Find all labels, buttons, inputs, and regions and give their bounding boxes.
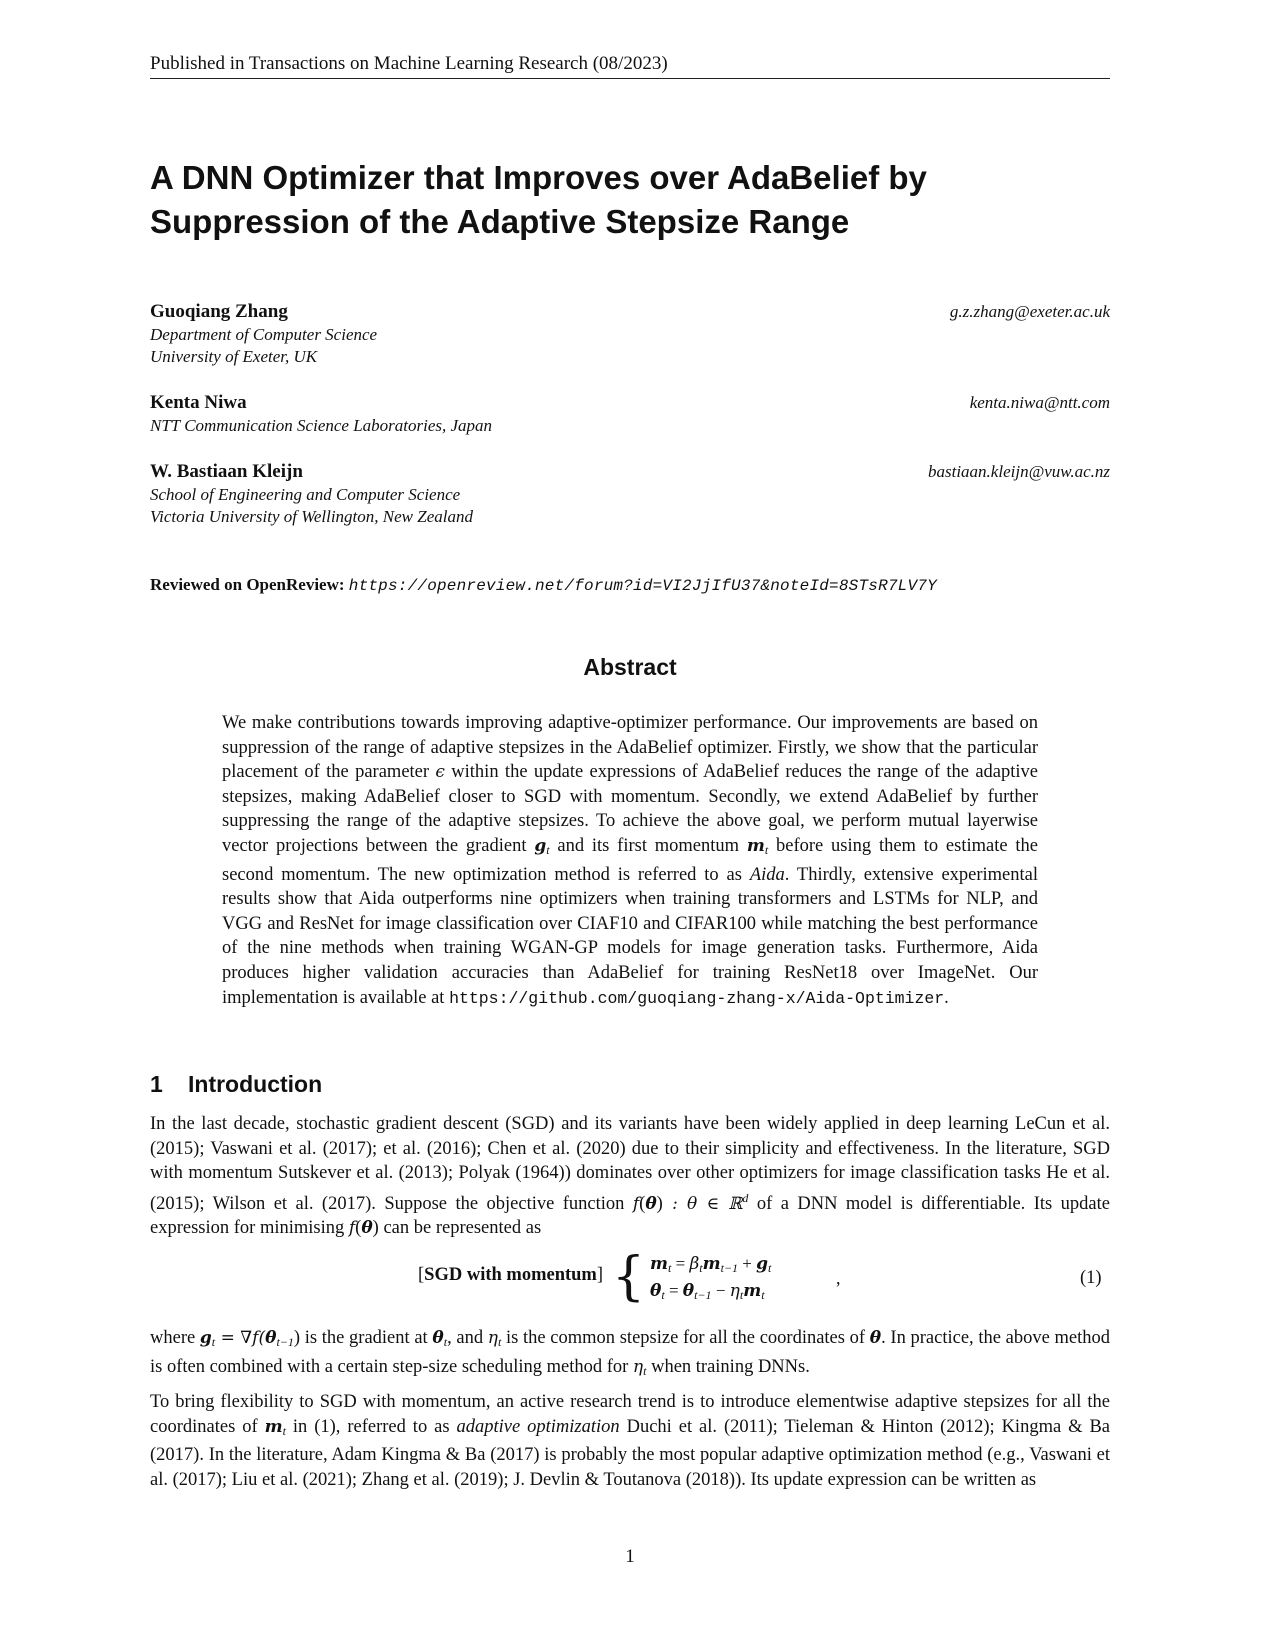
intro-paragraph-3: To bring flexibility to SGD with momentum, an active research trend is to introduce elementwise adaptive stepsizes for all the coordinates of $m_t$ in (1), referred to as adaptive optimization Duchi et al. (2011); Tieleman & Hinton (2012); Kingma & Ba (2017). In the literature, Adam Kingma & Ba (2017) is probably the most popular adaptive optimization method (e.g., Vaswani et al. (2017); Liu et al. (2021); Zhang et al. (2019); J. Devlin & Toutanova (2018)). Its update expression can be written as xyxy=(150,1392,1110,1490)
code-link[interactable]: https://github.com/guoqiang-zhang-x/Aida-Optimizer xyxy=(449,988,945,1008)
review-label: Reviewed on OpenReview: xyxy=(150,575,345,594)
author-email: kenta.niwa@ntt.com xyxy=(969,393,1110,412)
section-heading: 1 Introduction xyxy=(150,1071,323,1097)
author-email: g.z.zhang@exeter.ac.uk xyxy=(949,302,1110,321)
equation-comma: , xyxy=(836,1268,841,1288)
author-name: Kenta Niwa xyxy=(150,392,247,413)
author-affiliation: NTT Communication Science Laboratories, Japan xyxy=(150,416,493,435)
author-block-2 xyxy=(150,391,492,437)
equation-line-2: $\theta_t = \theta_{t-1} - \eta_tm_t$ xyxy=(650,1281,765,1302)
equation-line-1: $m_t = \beta_tm_{t-1} + g_t$ xyxy=(650,1254,772,1275)
review-line xyxy=(150,574,937,597)
equation-label: [SGD with momentum] xyxy=(418,1265,604,1285)
author-affiliation: University of Exeter, UK xyxy=(150,347,318,366)
author-name: W. Bastiaan Kleijn xyxy=(150,461,303,482)
author-name: Guoqiang Zhang xyxy=(150,301,288,322)
intro-paragraph-2: where $g_t = \nabla f(\theta_{t-1})$ is the gradient at $\theta_t$, and $\eta_t$ is the common stepsize for all the coordinates of θ. In practice, the above method is often combined with a certain step-size scheduling method for $\eta_t$ when training DNNs. xyxy=(150,1328,1110,1378)
author-affiliation: School of Engineering and Computer Science xyxy=(150,485,461,504)
paper-title xyxy=(150,156,1110,244)
review-link[interactable]: https://openreview.net/forum?id=VI2JjIfU37&noteId=8STsR7LV7Y xyxy=(348,577,937,595)
running-header: Published in Transactions on Machine Learning Research (08/2023) xyxy=(150,52,1110,79)
abstract-heading: Abstract xyxy=(583,654,677,680)
abstract-body: We make contributions towards improving adaptive-optimizer performance. Our improvements are based on suppression of the range of adaptive stepsizes in the AdaBelief optimizer. Firstly, we show that the particular placement of the parameter ϵ within the update expressions of AdaBelief reduces the range of the adaptive stepsizes, making AdaBelief closer to SGD with momentum. Secondly, we extend AdaBelief by further suppressing the range of the adaptive stepsizes. To achieve the above goal, we perform mutual layerwise vector projections between the gradient $g_t$ and its first momentum $m_t$ before using them to estimate the second momentum. The new optimization method is referred to as Aida. Thirdly, extensive experimental results show that Aida outperforms nine optimizers when training transformers and LSTMs for NLP, and VGG and ResNet for image classification over CIAF10 and CIFAR100 while matching the best performance of the nine methods when training WGAN-GP models for image generation tasks. Furthermore, Aida produces higher validation accuracies than AdaBelief for training ResNet18 over ImageNet. Our implementation is available at https://github.com/guoqiang-zhang-x/Aida-Optimizer. xyxy=(222,713,1039,1008)
page-number: 1 xyxy=(625,1546,635,1567)
author-affiliation: Victoria University of Wellington, New Zealand xyxy=(150,507,473,526)
intro-paragraph-1: In the last decade, stochastic gradient descent (SGD) and its variants have been widely applied in deep learning LeCun et al. (2015); Vaswani et al. (2017); et al. (2016); Chen et al. (2020) due to their simplicity and effectiveness. In the literature, SGD with momentum Sutskever et al. (2013); Polyak (1964)) dominates over other optimizers for image classification tasks He et al. (2015); Wilson et al. (2017). Suppose the objective function f(θ) : θ ∈ ℝ$^d$ of a DNN model is differentiable. Its update expression for minimising f(θ) can be represented as xyxy=(150,1114,1110,1239)
equation-brace: { xyxy=(612,1247,646,1307)
title-line-1: A DNN Optimizer that Improves over AdaBelief by xyxy=(150,159,927,196)
author-affiliation: Department of Computer Science xyxy=(150,325,378,344)
title-line-2: Suppression of the Adaptive Stepsize Range xyxy=(150,203,850,240)
author-email: bastiaan.kleijn@vuw.ac.nz xyxy=(928,462,1110,481)
author-block-3 xyxy=(150,460,473,528)
author-block-1 xyxy=(150,300,377,368)
equation-number: (1) xyxy=(1080,1268,1102,1288)
